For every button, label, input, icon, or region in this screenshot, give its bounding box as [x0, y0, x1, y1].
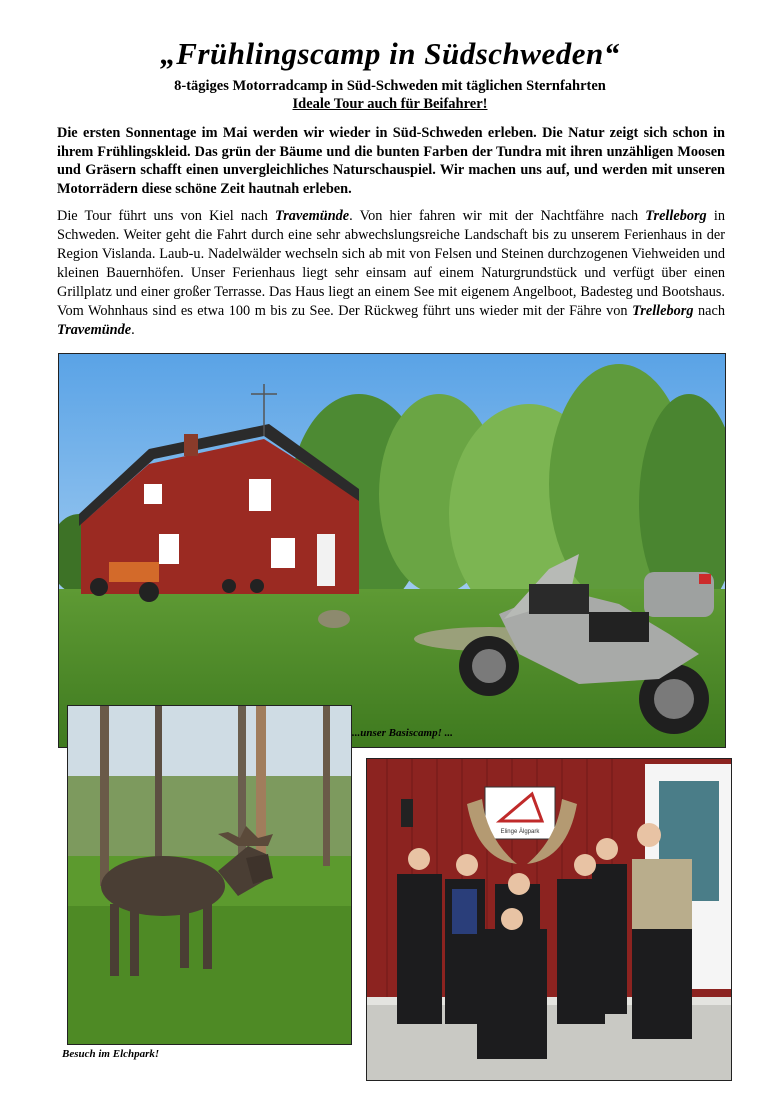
intro-paragraph: Die ersten Sonnentage im Mai werden wir wieder in Süd-Schweden erleben. Die Natur zeigt sich schon in ihrem Frühlingskleid. Das grün der Bäume und die bunten Farben der Tundra mit ihren unzähligen Moosen und Gräsern schafft einen unvergleichliches Naturschauspiel. Wir machen uns auf, und werden mit unseren Motorrädern diese schöne Zeit hautnah erleben.	[57, 125, 725, 197]
place-travemuende-return: Travemünde	[57, 322, 132, 338]
page-subtitle: 8-tägiges Motorradcamp in Süd-Schweden mit täglichen Sternfahrten	[174, 78, 606, 94]
place-trelleborg: Trelleborg	[645, 208, 707, 224]
sign-label: Elinge Älgpark	[500, 829, 540, 835]
page-title: „Frühlingscamp in Südschweden“	[160, 36, 620, 71]
elk-photo	[67, 705, 352, 1045]
group-photo	[366, 758, 732, 1081]
tour-paragraph: Die Tour führt uns von Kiel nach Travemünde. Von hier fahren wir mit der Nachtfähre nach Trelleborg in Schweden. Weiter geht die Fahrt durch eine sehr abwechslungsreiche Landschaft bis zu unserem Ferienhaus in der Region Vislanda. Laub-u. Nadelwälder wechseln sich ab mit von Felsen und Steinen durchzogenen Viehweiden und kleinen Bauernhöfen. Unser Ferienhaus liegt sehr einsam auf einem Naturgrundstück und verfügt über einen Grillplatz und einer großer Terrasse. Das Haus liegt an einem See mit eigenem Angelboot, Badesteg und Bootshaus. Vom Wohnhaus sind es etwa 100 m bis zu See. Der Rückweg führt uns wieder mit der Fähre von Trelleborg nach Travemünde.	[57, 208, 726, 338]
elk-photo-caption: Besuch im Elchpark!	[62, 1048, 160, 1060]
page-tagline: Ideale Tour auch für Beifahrer!	[292, 96, 488, 112]
place-trelleborg-return: Trelleborg	[632, 303, 694, 319]
camp-photo	[58, 353, 726, 748]
camp-photo-caption: ...unser Basiscamp! ...	[352, 727, 453, 739]
place-travemuende: Travemünde	[275, 208, 350, 224]
